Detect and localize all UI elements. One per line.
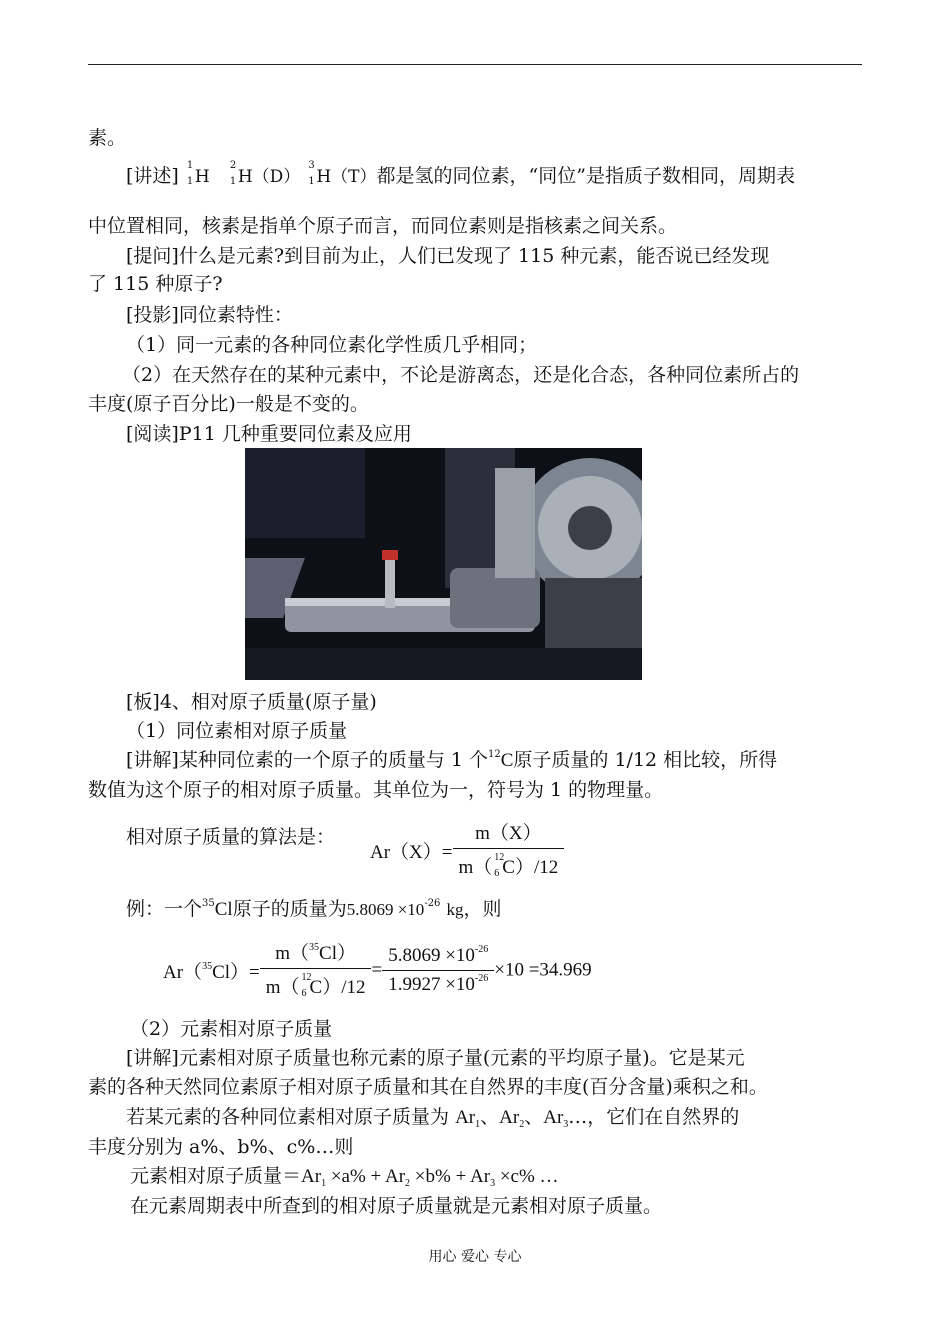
relative-mass-formula: Ar（X）= m（X） m（ 12 6 C）/12 bbox=[370, 818, 564, 883]
isotope-h2-notation: 2 1 bbox=[229, 160, 237, 187]
isotope-h3-notation: 3 1 bbox=[308, 160, 315, 187]
text-line-13: [讲解]某种同位素的一个原子的质量与 1 个$^{12}$C原子质量的 1/12 相比较，所得 bbox=[126, 749, 778, 771]
text-line-1: 素。 bbox=[88, 127, 127, 149]
header-rule bbox=[88, 64, 862, 65]
text-line-19: 素的各种天然同位素原子相对原子质量和其在自然界的丰度(百分含量)乘积之和。 bbox=[88, 1076, 768, 1098]
chlorine-mass-formula: Ar（$^{35}$Cl）= m（$^{35}$Cl） m（ 12 6 C）/12 = $\frac{5.8069 \times 10^{-26}}{1.9927 \times 10^{-26}}$ ×10 =34.969 bbox=[163, 938, 592, 1003]
text-line-7: （1）同一元素的各种同位素化学性质几乎相同； bbox=[126, 334, 538, 356]
text-line-10: [阅读]P11 几种重要同位素及应用 bbox=[126, 423, 412, 445]
text-line-21: 丰度分别为 a%、b%、c%…则 bbox=[88, 1136, 354, 1158]
formula2-fraction-2: $\frac{5.8069 \times 10^{-26}}{1.9927 \times 10^{-26}}$ bbox=[382, 945, 494, 996]
text-line-2: [讲述] 1 1 H 2 1 H（D） 3 1 H（T）都是氢的同位素，“同位”是指质子数相同，周期表 bbox=[88, 162, 902, 191]
formula1-fraction: m（X） m（ 12 6 C）/12 bbox=[453, 818, 565, 883]
text-line-17: （2）元素相对原子质量 bbox=[130, 1018, 333, 1040]
lab-equipment-photo bbox=[245, 448, 642, 680]
isotope-h1-notation: 1 1 bbox=[186, 160, 194, 187]
text-line-9: 丰度(原子百分比)一般是不变的。 bbox=[88, 393, 369, 415]
text-line-14: 数值为这个原子的相对原子质量。其单位为一，符号为 1 的物理量。 bbox=[88, 779, 664, 801]
text-line-22: 元素相对原子质量$=Ar_1 \times a\% + Ar_2 \times b\% + Ar_3 \times c\%$ … bbox=[130, 1165, 559, 1189]
text-line-12: （1）同位素相对原子质量 bbox=[126, 720, 348, 742]
text-line-5: 了 115 种原子? bbox=[88, 273, 223, 295]
text-line-23: 在元素周期表中所查到的相对原子质量就是元素相对原子质量。 bbox=[130, 1195, 663, 1217]
text-line-8: （2）在天然存在的某种元素中，不论是游离态，还是化合态，各种同位素所占的 bbox=[122, 364, 800, 386]
text-line-6: [投影]同位素特性： bbox=[126, 304, 293, 326]
formula2-fraction-1: m（$^{35}$Cl） m（ 12 6 C）/12 bbox=[260, 938, 372, 1003]
text-line-18: [讲解]元素相对原子质量也称元素的原子量(元素的平均原子量)。它是某元 bbox=[126, 1047, 745, 1069]
text-line-3: 中位置相同，核素是指单个原子而言，而同位素则是指核素之间关系。 bbox=[88, 215, 678, 237]
text-line-16: 例：一个$^{35}$Cl原子的质量为$5.8069 \times 10^{-26}$ kg，则 bbox=[126, 898, 502, 920]
text-line-11: [板]4、相对原子质量(原子量) bbox=[126, 691, 377, 713]
text-line-4: [提问]什么是元素?到目前为止，人们已发现了 115 种元素，能否说已经发现 bbox=[126, 245, 770, 267]
text-line-15: 相对原子质量的算法是： bbox=[126, 826, 336, 848]
page-footer: 用心 爱心 专心 bbox=[428, 1249, 522, 1265]
text-line-20: 若某元素的各种同位素相对原子质量为 $Ar_1$、$Ar_2$、$Ar_3\dots$，它们在自然界的 bbox=[126, 1106, 740, 1130]
